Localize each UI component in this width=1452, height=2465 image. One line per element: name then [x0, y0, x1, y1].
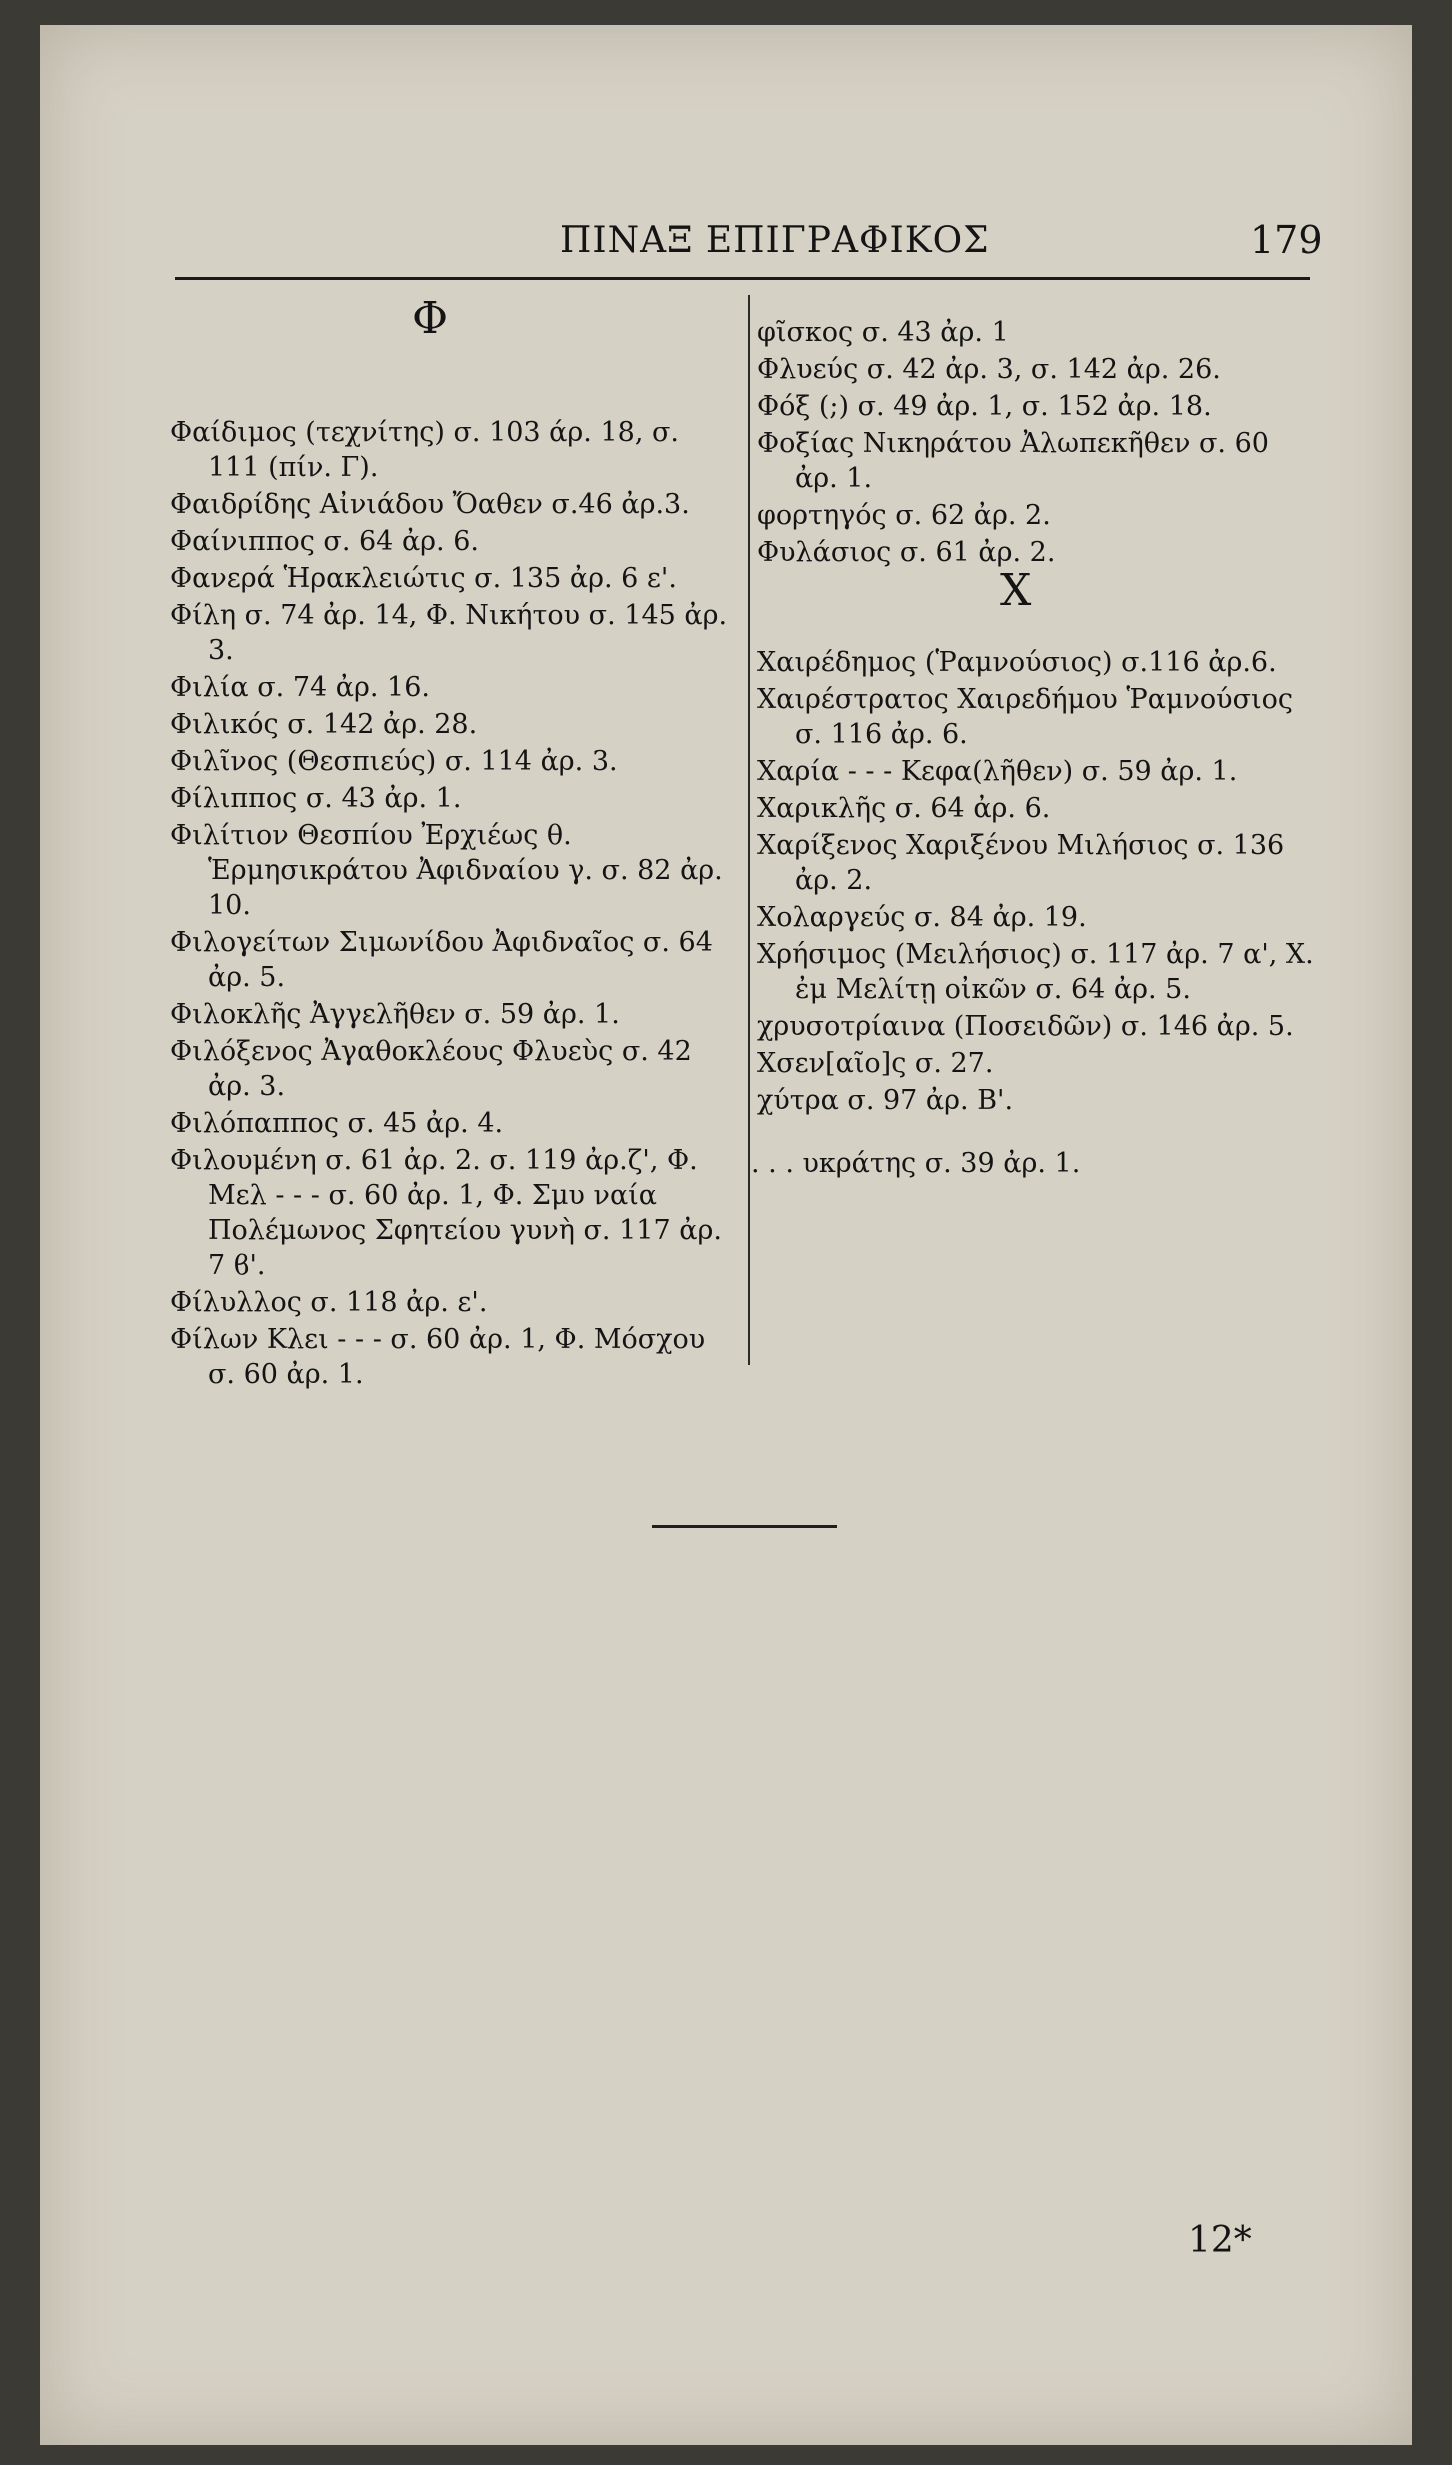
index-entry: Φυλάσιος σ. 61 ἀρ. 2.	[757, 537, 1056, 568]
index-entry: Χσεν[αῖο]ς σ. 27.	[757, 1048, 994, 1079]
index-entry: Φοξίας Νικηράτου Ἀλωπεκῆθεν σ. 60 ἀρ. 1.	[757, 428, 1269, 494]
page	[40, 25, 1412, 2445]
column-divider	[748, 295, 750, 1365]
header-rule	[175, 277, 1310, 280]
index-entry: Φίλιππος σ. 43 ἀρ. 1.	[170, 783, 462, 814]
index-entry: Φαίδιμος (τεχνίτης) σ. 103 άρ. 18, σ. 111 (πίν. Γ).	[170, 417, 679, 483]
index-entry: φῖσκος σ. 43 ἀρ. 1	[757, 317, 1009, 348]
index-entry: Φανερά Ἡρακλειώτις σ. 135 ἀρ. 6 ε'.	[170, 563, 677, 594]
index-entry: Φιλόξενος Ἀγαθοκλέους Φλυεὺς σ. 42 ἀρ. 3.	[170, 1036, 692, 1102]
index-entry: Φίλυλλος σ. 118 ἀρ. ε'.	[170, 1287, 488, 1318]
page-number: 179	[1250, 218, 1323, 262]
index-entry: Φιλουμένη σ. 61 ἀρ. 2. σ. 119 ἀρ.ζ', Φ. Μελ - - - σ. 60 ἀρ. 1, Φ. Σμυ ναία Πολέμωνος Σφητείου γυνὴ σ. 117 ἀρ. 7 ϐ'.	[170, 1145, 722, 1281]
left-column	[170, 415, 730, 1394]
index-entry: Φίλη σ. 74 ἀρ. 14, Φ. Νικήτου σ. 145 ἀρ. 3.	[170, 600, 728, 666]
index-entry: Φαιδρίδης Αἰνιάδου Ὄαθεν σ.46 ἀρ.3.	[170, 489, 690, 520]
index-entry: Χολαργεύς σ. 84 ἀρ. 19.	[757, 902, 1087, 933]
index-entry: Φιλικός σ. 142 ἀρ. 28.	[170, 709, 478, 740]
index-entry: χρυσοτρίαινα (Ποσειδῶν) σ. 146 ἀρ. 5.	[757, 1011, 1294, 1042]
index-entry: Φλυεύς σ. 42 ἀρ. 3, σ. 142 ἀρ. 26.	[757, 354, 1221, 385]
index-entry: χύτρα σ. 97 ἀρ. Β'.	[757, 1085, 1014, 1116]
section-letter-phi: Φ	[412, 293, 449, 344]
index-entry: Φαίνιππος σ. 64 ἀρ. 6.	[170, 526, 479, 557]
index-entry: φορτηγός σ. 62 ἀρ. 2.	[757, 500, 1051, 531]
right-column-chi	[751, 645, 1322, 1183]
signature-mark: 12*	[1188, 2220, 1252, 2261]
index-entry: Φόξ (;) σ. 49 ἀρ. 1, σ. 152 ἀρ. 18.	[757, 391, 1212, 422]
end-rule	[652, 1525, 837, 1528]
index-entry: Χαιρέδημος (Ῥαμνούσιος) σ.116 ἀρ.6.	[757, 647, 1277, 678]
index-entry: Φιλογείτων Σιμωνίδου Ἀφιδναῖος σ. 64 ἀρ. 5.	[170, 927, 713, 993]
index-entry: Φίλων Κλει - - - σ. 60 ἀρ. 1, Φ. Μόσχου σ. 60 ἀρ. 1.	[170, 1324, 706, 1390]
running-head: ΠΙΝΑΞ ΕΠΙΓΡΑΦΙΚΟΣ	[560, 220, 990, 261]
right-column-phi	[757, 315, 1317, 572]
index-entry: Φιλίτιον Θεσπίου Ἐρχιέως θ. Ἑρμησικράτου Ἀφιδναίου γ. σ. 82 ἀρ. 10.	[170, 820, 723, 921]
index-entry: Φιλόπαππος σ. 45 ἀρ. 4.	[170, 1108, 504, 1139]
index-entry: Φιλῖνος (Θεσπιεύς) σ. 114 ἀρ. 3.	[170, 746, 618, 777]
index-entry: Χαρίξενος Χαριξένου Μιλήσιος σ. 136 ἀρ. 2.	[757, 830, 1285, 896]
section-letter-chi: Χ	[1000, 565, 1032, 616]
index-entry: Χαρία - - - Κεφα(λῆθεν) σ. 59 ἀρ. 1.	[757, 756, 1238, 787]
index-entry: Φιλία σ. 74 ἀρ. 16.	[170, 672, 430, 703]
index-entry: Φιλοκλῆς Ἀγγελῆθεν σ. 59 ἀρ. 1.	[170, 999, 620, 1030]
index-entry: Χαρικλῆς σ. 64 ἀρ. 6.	[757, 793, 1051, 824]
index-entry-fragment: . . . υκράτης σ. 39 ἀρ. 1.	[751, 1148, 1081, 1179]
index-entry: Χρήσιμος (Μειλήσιος) σ. 117 ἀρ. 7 α', Χ. ἐμ Μελίτῃ οἰκῶν σ. 64 ἀρ. 5.	[757, 939, 1314, 1005]
index-entry: Χαιρέστρατος Χαιρεδήμου Ῥαμνούσιος σ. 116 ἀρ. 6.	[757, 684, 1293, 750]
